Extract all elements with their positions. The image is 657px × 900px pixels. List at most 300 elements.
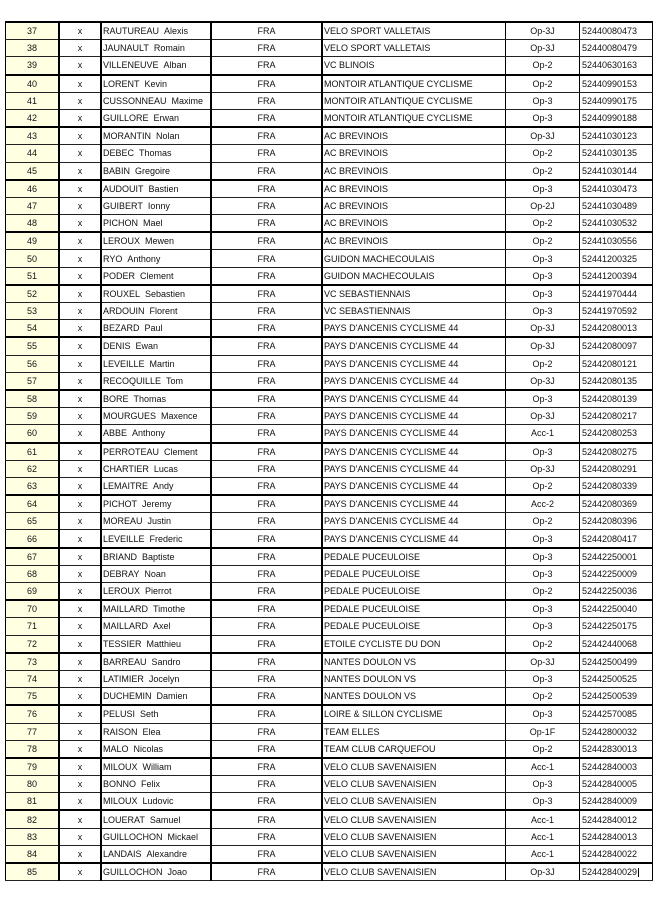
license-value: 52441030556 xyxy=(582,236,638,247)
license-number[interactable] xyxy=(580,776,653,793)
license-value: 52442500499 xyxy=(582,656,638,667)
bib-number: 52 xyxy=(6,285,60,303)
rider-first-name: Jeremy xyxy=(142,499,172,510)
license-value: 52441030135 xyxy=(582,148,638,159)
rider-last-name: BRIAND xyxy=(103,551,138,562)
category: Acc-1 xyxy=(506,845,580,863)
entry-mark: x xyxy=(59,548,101,566)
text-cursor xyxy=(638,868,639,877)
table-row xyxy=(6,92,653,109)
license-number[interactable] xyxy=(580,477,653,495)
rider-last-name: PICHON xyxy=(103,218,139,229)
license-number[interactable] xyxy=(580,109,653,127)
rider-name xyxy=(101,390,211,408)
club-name: GUIDON MACHECOULAIS xyxy=(322,250,506,267)
license-number[interactable] xyxy=(580,635,653,653)
category: Op-3J xyxy=(506,408,580,425)
club-name: NANTES DOULON VS xyxy=(322,688,506,706)
club-name: MONTOIR ATLANTIQUE CYCLISME xyxy=(322,109,506,127)
license-number[interactable] xyxy=(580,390,653,408)
license-number[interactable] xyxy=(580,355,653,372)
bib-number: 42 xyxy=(6,109,60,127)
nationality: FRA xyxy=(211,250,322,267)
entry-mark: x xyxy=(59,425,101,443)
rider-last-name: ARDOUIN xyxy=(103,306,145,317)
license-number[interactable] xyxy=(580,57,653,75)
bib-number: 57 xyxy=(6,372,60,390)
license-number[interactable] xyxy=(580,75,653,93)
license-number[interactable] xyxy=(580,303,653,320)
entry-list-table xyxy=(5,21,653,881)
table-row xyxy=(6,390,653,408)
club-name: AC BREVINOIS xyxy=(322,215,506,233)
table-row xyxy=(6,670,653,687)
license-number[interactable] xyxy=(580,267,653,285)
category: Op-2 xyxy=(506,635,580,653)
license-number[interactable] xyxy=(580,495,653,513)
club-name: VELO CLUB SAVENAISIEN xyxy=(322,793,506,811)
rider-last-name: CHARTIER xyxy=(103,463,149,474)
nationality: FRA xyxy=(211,565,322,582)
license-number[interactable] xyxy=(580,443,653,461)
rider-first-name: Alexandre xyxy=(146,848,188,859)
club-name: VC SEBASTIENNAIS xyxy=(322,285,506,303)
license-number[interactable] xyxy=(580,705,653,723)
license-number[interactable] xyxy=(580,232,653,250)
category: Op-2 xyxy=(506,75,580,93)
category: Op-3J xyxy=(506,460,580,477)
table-row xyxy=(6,127,653,145)
table-row xyxy=(6,565,653,582)
entry-mark: x xyxy=(59,705,101,723)
category: Op-3 xyxy=(506,618,580,635)
license-value: 52441970592 xyxy=(582,306,638,317)
bib-number: 75 xyxy=(6,688,60,706)
bib-number: 67 xyxy=(6,548,60,566)
category: Op-3J xyxy=(506,863,580,881)
rider-last-name: RYO xyxy=(103,253,123,264)
rider-first-name: Clement xyxy=(140,270,174,281)
rider-name xyxy=(101,460,211,477)
category: Acc-1 xyxy=(506,828,580,845)
nationality: FRA xyxy=(211,477,322,495)
bib-number: 50 xyxy=(6,250,60,267)
license-number[interactable] xyxy=(580,530,653,548)
rider-name xyxy=(101,740,211,758)
entry-mark: x xyxy=(59,303,101,320)
entry-mark: x xyxy=(59,197,101,214)
bib-number: 64 xyxy=(6,495,60,513)
license-number[interactable] xyxy=(580,285,653,303)
nationality: FRA xyxy=(211,653,322,671)
license-number[interactable] xyxy=(580,723,653,740)
license-number[interactable] xyxy=(580,197,653,214)
nationality: FRA xyxy=(211,372,322,390)
nationality: FRA xyxy=(211,109,322,127)
nationality: FRA xyxy=(211,583,322,601)
nationality: FRA xyxy=(211,443,322,461)
rider-first-name: Damien xyxy=(156,691,188,702)
license-number[interactable] xyxy=(580,145,653,162)
table-row xyxy=(6,758,653,776)
license-value: 52441030532 xyxy=(582,218,638,229)
rider-name xyxy=(101,162,211,180)
rider-first-name: Martin xyxy=(149,358,175,369)
table-row xyxy=(6,828,653,845)
rider-first-name: Nicolas xyxy=(133,743,164,754)
license-value: 52440080479 xyxy=(582,43,638,54)
rider-first-name: Andy xyxy=(153,480,174,491)
table-row xyxy=(6,688,653,706)
category: Acc-2 xyxy=(506,495,580,513)
license-number[interactable] xyxy=(580,40,653,57)
license-value: 52442250175 xyxy=(582,621,638,632)
table-row xyxy=(6,250,653,267)
entry-mark: x xyxy=(59,513,101,530)
license-number[interactable] xyxy=(580,127,653,145)
license-value: 52442250009 xyxy=(582,568,638,579)
license-value: 52441030144 xyxy=(582,165,638,176)
rider-last-name: MAILLARD xyxy=(103,604,149,615)
entry-mark: x xyxy=(59,267,101,285)
license-value: 52442840022 xyxy=(582,848,638,859)
license-number[interactable] xyxy=(580,863,653,881)
license-value: 52442080253 xyxy=(582,428,638,439)
license-number[interactable] xyxy=(580,337,653,355)
license-number[interactable] xyxy=(580,600,653,618)
rider-first-name: Ewan xyxy=(135,341,159,352)
category: Op-3 xyxy=(506,776,580,793)
rider-name xyxy=(101,548,211,566)
license-number[interactable] xyxy=(580,810,653,828)
category: Op-3 xyxy=(506,390,580,408)
rider-last-name: RECOQUILLE xyxy=(103,375,162,386)
license-number[interactable] xyxy=(580,180,653,198)
bib-number: 40 xyxy=(6,75,60,93)
license-number[interactable] xyxy=(580,408,653,425)
rider-name xyxy=(101,127,211,145)
bib-number: 85 xyxy=(6,863,60,881)
table-row xyxy=(6,460,653,477)
license-value: 52440990153 xyxy=(582,78,638,89)
license-number[interactable] xyxy=(580,670,653,687)
nationality: FRA xyxy=(211,688,322,706)
rider-first-name: Sandro xyxy=(151,656,181,667)
club-name: VELO CLUB SAVENAISIEN xyxy=(322,828,506,845)
category: Acc-1 xyxy=(506,758,580,776)
bib-number: 79 xyxy=(6,758,60,776)
rider-name xyxy=(101,250,211,267)
license-value: 52442080013 xyxy=(582,323,638,334)
nationality: FRA xyxy=(211,127,322,145)
license-number[interactable] xyxy=(580,618,653,635)
rider-last-name: LEMAITRE xyxy=(103,480,149,491)
table-row xyxy=(6,583,653,601)
license-number[interactable] xyxy=(580,372,653,390)
rider-first-name: Alexis xyxy=(164,26,189,37)
club-name: GUIDON MACHECOULAIS xyxy=(322,267,506,285)
club-name: VC SEBASTIENNAIS xyxy=(322,303,506,320)
nationality: FRA xyxy=(211,845,322,863)
entry-mark: x xyxy=(59,495,101,513)
entry-mark: x xyxy=(59,75,101,93)
license-value: 52442570085 xyxy=(582,709,638,720)
club-name: PAYS D'ANCENIS CYCLISME 44 xyxy=(322,530,506,548)
nationality: FRA xyxy=(211,197,322,214)
rider-last-name: DUCHEMIN xyxy=(103,691,152,702)
entry-mark: x xyxy=(59,530,101,548)
club-name: PAYS D'ANCENIS CYCLISME 44 xyxy=(322,460,506,477)
category: Op-3J xyxy=(506,127,580,145)
bib-number: 77 xyxy=(6,723,60,740)
rider-last-name: TESSIER xyxy=(103,638,142,649)
table-row xyxy=(6,477,653,495)
category: Op-3 xyxy=(506,443,580,461)
nationality: FRA xyxy=(211,57,322,75)
rider-name xyxy=(101,828,211,845)
license-number[interactable] xyxy=(580,92,653,109)
bib-number: 46 xyxy=(6,180,60,198)
entry-mark: x xyxy=(59,477,101,495)
club-name: PAYS D'ANCENIS CYCLISME 44 xyxy=(322,425,506,443)
rider-first-name: Sebastien xyxy=(145,288,186,299)
license-value: 52441030489 xyxy=(582,200,638,211)
bib-number: 60 xyxy=(6,425,60,443)
table-row xyxy=(6,600,653,618)
bib-number: 48 xyxy=(6,215,60,233)
license-value: 52442080275 xyxy=(582,446,638,457)
bib-number: 55 xyxy=(6,337,60,355)
table-row xyxy=(6,618,653,635)
nationality: FRA xyxy=(211,776,322,793)
table-row xyxy=(6,57,653,75)
license-number[interactable] xyxy=(580,565,653,582)
table-row xyxy=(6,513,653,530)
bib-number: 81 xyxy=(6,793,60,811)
club-name: VELO CLUB SAVENAISIEN xyxy=(322,863,506,881)
table-row xyxy=(6,705,653,723)
license-number[interactable] xyxy=(580,250,653,267)
bib-number: 71 xyxy=(6,618,60,635)
license-value: 52440990188 xyxy=(582,113,638,124)
club-name: NANTES DOULON VS xyxy=(322,670,506,687)
license-value: 52442440068 xyxy=(582,638,638,649)
entry-mark: x xyxy=(59,688,101,706)
club-name: PAYS D'ANCENIS CYCLISME 44 xyxy=(322,513,506,530)
license-number[interactable] xyxy=(580,22,653,40)
club-name: AC BREVINOIS xyxy=(322,162,506,180)
license-value: 52442840012 xyxy=(582,814,638,825)
club-name: PAYS D'ANCENIS CYCLISME 44 xyxy=(322,408,506,425)
category: Op-3 xyxy=(506,285,580,303)
club-name: ETOILE CYCLISTE DU DON xyxy=(322,635,506,653)
club-name: TEAM CLUB CARQUEFOU xyxy=(322,740,506,758)
license-value: 52442250001 xyxy=(582,551,638,562)
entry-mark: x xyxy=(59,180,101,198)
bib-number: 45 xyxy=(6,162,60,180)
license-number[interactable] xyxy=(580,425,653,443)
club-name: PAYS D'ANCENIS CYCLISME 44 xyxy=(322,477,506,495)
entry-mark: x xyxy=(59,285,101,303)
rider-first-name: Erwan xyxy=(153,113,180,124)
rider-first-name: Pierrot xyxy=(145,586,172,597)
license-number[interactable] xyxy=(580,758,653,776)
license-number[interactable] xyxy=(580,513,653,530)
nationality: FRA xyxy=(211,513,322,530)
license-number[interactable] xyxy=(580,845,653,863)
table-row xyxy=(6,863,653,881)
license-number[interactable] xyxy=(580,583,653,601)
club-name: TEAM ELLES xyxy=(322,723,506,740)
license-value: 52442080217 xyxy=(582,411,638,422)
rider-name xyxy=(101,723,211,740)
license-number[interactable] xyxy=(580,162,653,180)
license-value: 52442830013 xyxy=(582,743,638,754)
entry-mark: x xyxy=(59,355,101,372)
entry-mark: x xyxy=(59,250,101,267)
category: Op-3 xyxy=(506,548,580,566)
category: Op-2 xyxy=(506,477,580,495)
nationality: FRA xyxy=(211,180,322,198)
license-number[interactable] xyxy=(580,320,653,338)
rider-last-name: RAUTUREAU xyxy=(103,26,160,37)
table-row xyxy=(6,355,653,372)
table-row xyxy=(6,443,653,461)
club-name: VELO CLUB SAVENAISIEN xyxy=(322,776,506,793)
rider-last-name: LOUERAT xyxy=(103,814,145,825)
table-row xyxy=(6,372,653,390)
nationality: FRA xyxy=(211,303,322,320)
entry-mark: x xyxy=(59,92,101,109)
rider-first-name: Florent xyxy=(149,306,178,317)
nationality: FRA xyxy=(211,460,322,477)
table-row xyxy=(6,635,653,653)
club-name: VELO CLUB SAVENAISIEN xyxy=(322,810,506,828)
category: Op-3 xyxy=(506,109,580,127)
rider-first-name: Timothe xyxy=(153,604,186,615)
rider-last-name: GUIBERT xyxy=(103,200,143,211)
rider-last-name: AUDOUIT xyxy=(103,183,144,194)
license-number[interactable] xyxy=(580,828,653,845)
license-number[interactable] xyxy=(580,653,653,671)
entry-mark: x xyxy=(59,127,101,145)
table-row xyxy=(6,530,653,548)
nationality: FRA xyxy=(211,600,322,618)
rider-first-name: Mewen xyxy=(145,236,175,247)
rider-first-name: Joao xyxy=(167,867,188,878)
rider-first-name: Matthieu xyxy=(146,638,182,649)
rider-name xyxy=(101,320,211,338)
license-number[interactable] xyxy=(580,793,653,811)
table-row xyxy=(6,215,653,233)
rider-name xyxy=(101,810,211,828)
table-row xyxy=(6,810,653,828)
license-value: 52442800032 xyxy=(582,726,638,737)
club-name: MONTOIR ATLANTIQUE CYCLISME xyxy=(322,92,506,109)
entry-mark: x xyxy=(59,618,101,635)
bib-number: 83 xyxy=(6,828,60,845)
club-name: PAYS D'ANCENIS CYCLISME 44 xyxy=(322,355,506,372)
rider-last-name: LEVEILLE xyxy=(103,358,145,369)
category: Op-2J xyxy=(506,197,580,214)
category: Op-3 xyxy=(506,250,580,267)
rider-name xyxy=(101,600,211,618)
bib-number: 61 xyxy=(6,443,60,461)
category: Op-2 xyxy=(506,688,580,706)
entry-mark: x xyxy=(59,723,101,740)
nationality: FRA xyxy=(211,355,322,372)
club-name: AC BREVINOIS xyxy=(322,127,506,145)
entry-mark: x xyxy=(59,162,101,180)
entry-mark: x xyxy=(59,776,101,793)
rider-first-name: Anthony xyxy=(132,428,166,439)
rider-last-name: BEZARD xyxy=(103,323,140,334)
rider-last-name: ROUXEL xyxy=(103,288,141,299)
license-value: 52440080473 xyxy=(582,26,638,37)
rider-first-name: Maxime xyxy=(171,95,204,106)
rider-name xyxy=(101,109,211,127)
bib-number: 66 xyxy=(6,530,60,548)
rider-name xyxy=(101,863,211,881)
nationality: FRA xyxy=(211,810,322,828)
club-name: PAYS D'ANCENIS CYCLISME 44 xyxy=(322,372,506,390)
table-row xyxy=(6,320,653,338)
license-number[interactable] xyxy=(580,548,653,566)
entry-mark: x xyxy=(59,845,101,863)
rider-name xyxy=(101,688,211,706)
rider-first-name: Jocelyn xyxy=(148,674,180,685)
license-value: 52442080339 xyxy=(582,480,638,491)
license-number[interactable] xyxy=(580,215,653,233)
table-row xyxy=(6,267,653,285)
rider-first-name: Ionny xyxy=(147,200,170,211)
license-number[interactable] xyxy=(580,460,653,477)
table-row xyxy=(6,22,653,40)
license-number[interactable] xyxy=(580,740,653,758)
entry-list-body xyxy=(6,22,653,881)
nationality: FRA xyxy=(211,92,322,109)
category: Op-3 xyxy=(506,600,580,618)
rider-name xyxy=(101,408,211,425)
club-name: NANTES DOULON VS xyxy=(322,653,506,671)
rider-last-name: BORE xyxy=(103,394,129,405)
table-row xyxy=(6,723,653,740)
bib-number: 54 xyxy=(6,320,60,338)
category: Op-2 xyxy=(506,57,580,75)
bib-number: 84 xyxy=(6,845,60,863)
nationality: FRA xyxy=(211,215,322,233)
bib-number: 80 xyxy=(6,776,60,793)
license-value: 52442500539 xyxy=(582,691,638,702)
rider-last-name: MOREAU xyxy=(103,516,143,527)
license-value: 52442250036 xyxy=(582,586,638,597)
nationality: FRA xyxy=(211,828,322,845)
category: Op-2 xyxy=(506,215,580,233)
nationality: FRA xyxy=(211,75,322,93)
rider-first-name: Alban xyxy=(163,60,187,71)
license-number[interactable] xyxy=(580,688,653,706)
nationality: FRA xyxy=(211,863,322,881)
rider-last-name: LANDAIS xyxy=(103,848,142,859)
entry-mark: x xyxy=(59,215,101,233)
bib-number: 68 xyxy=(6,565,60,582)
bib-number: 44 xyxy=(6,145,60,162)
rider-name xyxy=(101,618,211,635)
license-value: 52441200394 xyxy=(582,270,638,281)
club-name: PEDALE PUCEULOISE xyxy=(322,583,506,601)
license-value: 52442080417 xyxy=(582,533,638,544)
entry-mark: x xyxy=(59,758,101,776)
